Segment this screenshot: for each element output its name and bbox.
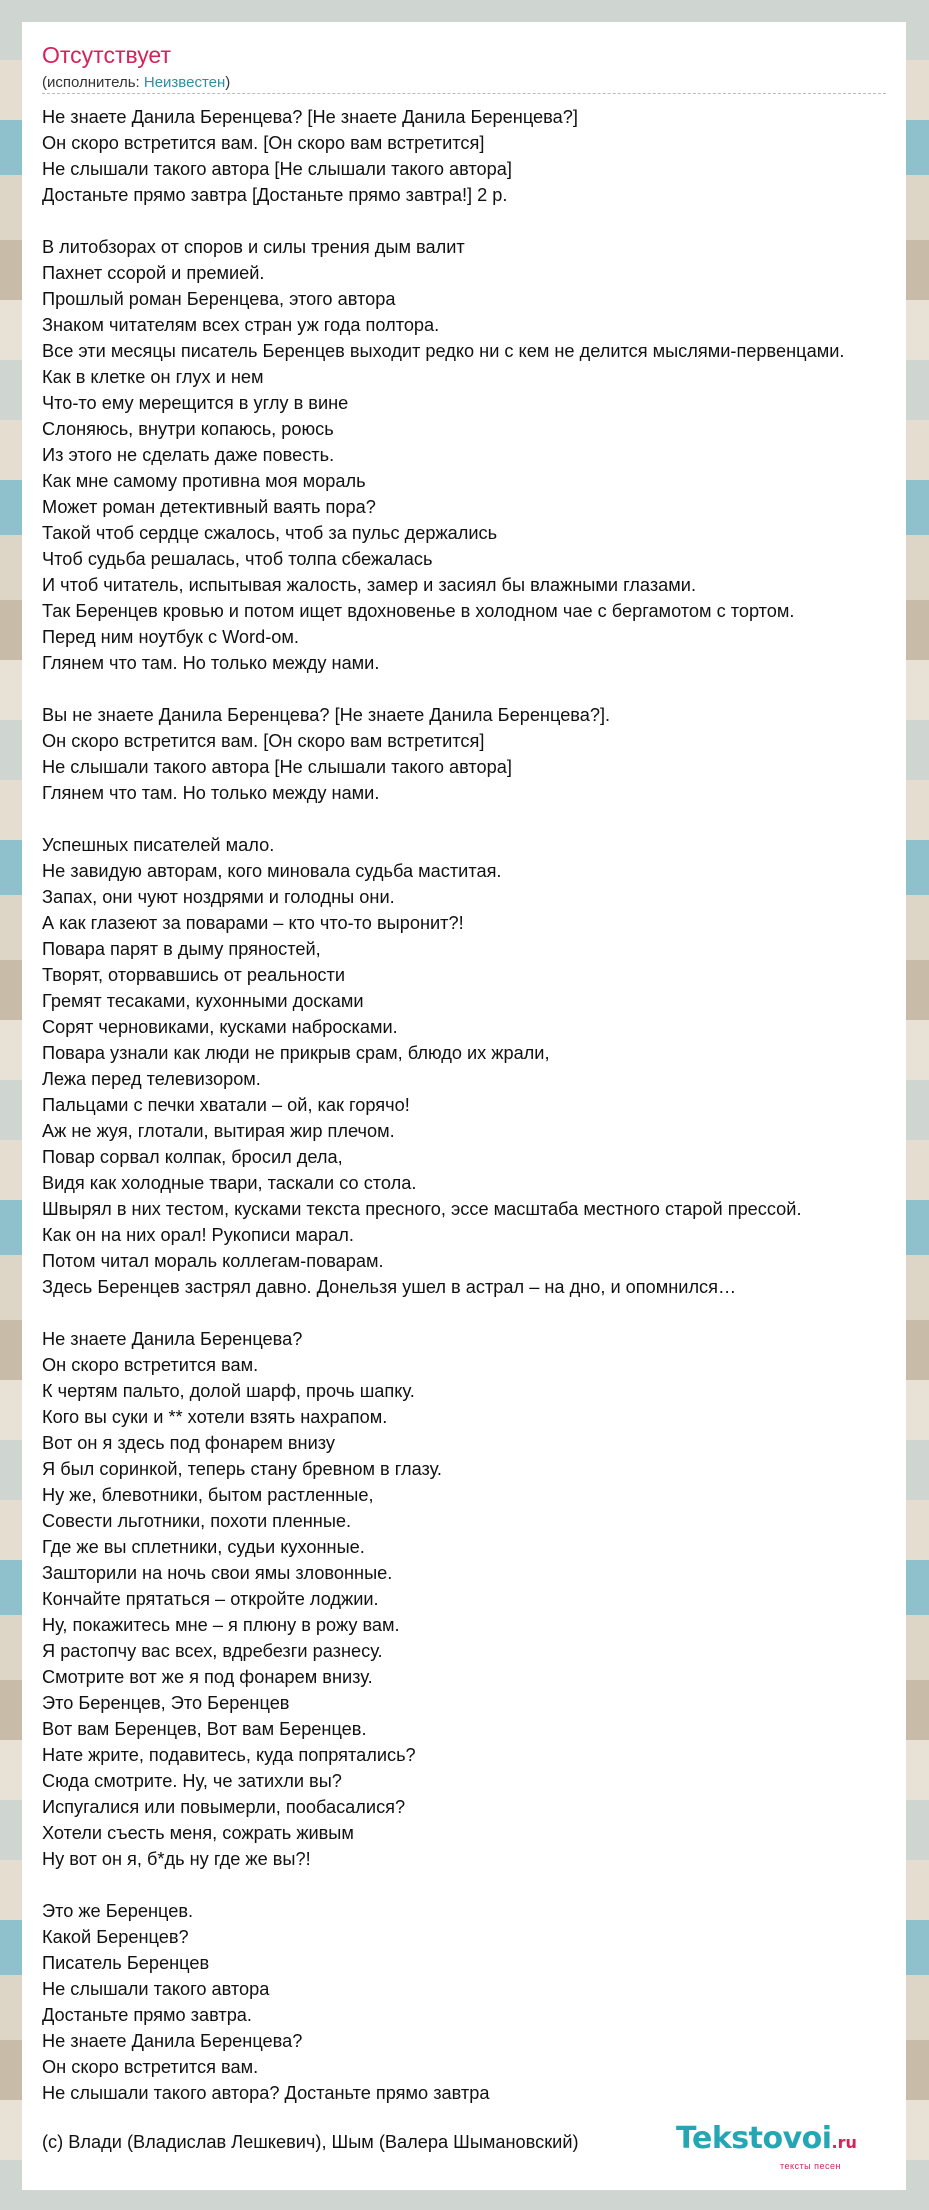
lyric-line: Не слышали такого автора: [42, 1979, 270, 1999]
lyric-line: Из этого не сделать даже повесть.: [42, 445, 335, 465]
lyric-line: Совести льготники, похоти пленные.: [42, 1511, 352, 1531]
lyric-line: Ну же, блевотники, бытом растленные,: [42, 1485, 374, 1505]
lyric-line: Я был соринкой, теперь стану бревном в глазу.: [42, 1459, 442, 1479]
lyric-line: Глянем что там. Но только между нами.: [42, 653, 380, 673]
lyric-line: Знаком читателям всех стран уж года полтора.: [42, 315, 440, 335]
lyric-line: Я растопчу вас всех, вдребезги разнесу.: [42, 1641, 383, 1661]
lyric-line: В литобзорах от споров и силы трения дым валит: [42, 237, 465, 257]
lyric-line: Не завидую авторам, кого миновала судьба маститая.: [42, 861, 502, 881]
stanza-gap: [42, 676, 926, 702]
lyric-line: Это же Беренцев.: [42, 1901, 194, 1921]
lyric-line: Где же вы сплетники, судьи кухонные.: [42, 1537, 365, 1557]
lyric-line: Пальцами с печки хватали – ой, как горячо!: [42, 1095, 410, 1115]
lyric-line: Не слышали такого автора [Не слышали такого автора]: [42, 757, 512, 777]
lyric-line: Испугалися или повымерли, пообасалися?: [42, 1797, 406, 1817]
lyric-line: Прошлый роман Беренцева, этого автора: [42, 289, 396, 309]
lyric-line: Видя как холодные твари, таскали со стола.: [42, 1173, 417, 1193]
stanza-gap: [42, 208, 926, 234]
lyrics-text: [42, 104, 926, 2106]
lyric-line: Лежа перед телевизором.: [42, 1069, 261, 1089]
lyric-line: Достаньте прямо завтра.: [42, 2005, 252, 2025]
logo-tagline: тексты песен: [780, 2161, 842, 2171]
lyrics-card: [22, 22, 906, 2190]
lyric-line: Может роман детективный ваять пора?: [42, 497, 376, 517]
lyric-line: Вот вам Беренцев, Вот вам Беренцев.: [42, 1719, 367, 1739]
performer-suffix: ): [225, 74, 231, 91]
lyric-line: Потом читал мораль коллегам-поварам.: [42, 1251, 384, 1271]
lyric-line: Чтоб судьба решалась, чтоб толпа сбежалась: [42, 549, 433, 569]
lyric-line: Запах, они чуют ноздрями и голодны они.: [42, 887, 395, 907]
lyric-line: Не слышали такого автора? Достаньте прямо завтра: [42, 2083, 490, 2103]
lyric-line: Ну вот он я, б*дь ну где же вы?!: [42, 1849, 311, 1869]
lyric-line: Как в клетке он глух и нем: [42, 367, 264, 387]
lyric-line: Повар сорвал колпак, бросил дела,: [42, 1147, 343, 1167]
lyric-line: Успешных писателей мало.: [42, 835, 275, 855]
lyric-line: Сюда смотрите. Ну, че затихли вы?: [42, 1771, 342, 1791]
lyric-line: А как глазеют за поварами – кто что-то выронит?!: [42, 913, 464, 933]
lyric-line: Достаньте прямо завтра [Достаньте прямо завтра!] 2 р.: [42, 185, 508, 205]
lyric-line: Хотели съесть меня, сожрать живым: [42, 1823, 354, 1843]
lyric-line: Творят, оторвавшись от реальности: [42, 965, 346, 985]
lyric-line: Не слышали такого автора [Не слышали такого автора]: [42, 159, 512, 179]
lyric-line: Он скоро встретится вам.: [42, 1355, 259, 1375]
lyric-line: Нате жрите, подавитесь, куда попрятались?: [42, 1745, 416, 1765]
lyric-line: Это Беренцев, Это Беренцев: [42, 1693, 290, 1713]
lyric-line: Писатель Беренцев: [42, 1953, 210, 1973]
lyric-line: Кого вы суки и ** хотели взять нахрапом.: [42, 1407, 388, 1427]
lyric-line: Зашторили на ночь свои ямы зловонные.: [42, 1563, 393, 1583]
lyric-line: Не знаете Данила Беренцева? [Не знаете Данила Беренцева?]: [42, 107, 578, 127]
lyric-line: Вот он я здесь под фонарем внизу: [42, 1433, 335, 1453]
lyric-line: Он скоро встретится вам.: [42, 2057, 259, 2077]
lyric-line: Здесь Беренцев застрял давно. Донельзя ушел в астрал – на дно, и опомнился…: [42, 1277, 737, 1297]
lyric-line: Аж не жуя, глотали, вытирая жир плечом.: [42, 1121, 395, 1141]
lyric-line: Повара узнали как люди не прикрыв срам, блюдо их жрали,: [42, 1043, 550, 1063]
lyric-line: Так Беренцев кровью и потом ищет вдохновенье в холодном чае с бергамотом с тортом.: [42, 601, 795, 621]
lyric-line: Он скоро встретится вам. [Он скоро вам встретится]: [42, 731, 485, 751]
lyric-line: Смотрите вот же я под фонарем внизу.: [42, 1667, 373, 1687]
lyric-line: Пахнет ссорой и премией.: [42, 263, 265, 283]
lyric-line: Повара парят в дыму пряностей,: [42, 939, 321, 959]
lyric-line: Глянем что там. Но только между нами.: [42, 783, 380, 803]
lyric-line: Как он на них орал! Рукописи марал.: [42, 1225, 354, 1245]
lyric-line: Такой чтоб сердце сжалось, чтоб за пульс держались: [42, 523, 498, 543]
lyric-line: Сорят черновиками, кусками набросками.: [42, 1017, 398, 1037]
site-logo[interactable]: [676, 2121, 857, 2156]
lyric-line: Швырял в них тестом, кусками текста пресного, эссе масштаба местного старой прессой.: [42, 1199, 802, 1219]
lyric-line: Вы не знаете Данила Беренцева? [Не знаете Данила Беренцева?].: [42, 705, 611, 725]
lyric-line: Все эти месяцы писатель Беренцев выходит редко ни с кем не делится мыслями-первенцами.: [42, 341, 845, 361]
stanza-gap: [42, 1872, 926, 1898]
performer-link[interactable]: Неизвестен: [143, 74, 226, 91]
lyric-line: И чтоб читатель, испытывая жалость, замер и засиял бы влажными глазами.: [42, 575, 697, 595]
title-divider: [42, 93, 886, 94]
song-title: Отсутствует: [42, 42, 171, 68]
lyric-line: Как мне самому противна моя мораль: [42, 471, 366, 491]
performer-line: [42, 74, 230, 91]
lyric-line: Он скоро встретится вам. [Он скоро вам встретится]: [42, 133, 485, 153]
logo-tld: .ru: [831, 2133, 857, 2152]
lyric-line: Слоняюсь, внутри копаюсь, роюсь: [42, 419, 334, 439]
lyric-line: Что-то ему мерещится в углу в вине: [42, 393, 349, 413]
lyric-line: Кончайте прятаться – откройте лоджии.: [42, 1589, 379, 1609]
performer-prefix: (исполнитель:: [42, 74, 144, 91]
lyric-line: Перед ним ноутбук с Word-ом.: [42, 627, 299, 647]
stanza-gap: [42, 806, 926, 832]
lyric-line: Гремят тесаками, кухонными досками: [42, 991, 364, 1011]
lyric-line: К чертям пальто, долой шарф, прочь шапку.: [42, 1381, 415, 1401]
logo-name: Tekstovoi: [676, 2121, 832, 2156]
lyric-line: Какой Беренцев?: [42, 1927, 189, 1947]
lyric-line: Не знаете Данила Беренцева?: [42, 2031, 303, 2051]
lyric-line: Не знаете Данила Беренцева?: [42, 1329, 303, 1349]
stanza-gap: [42, 1300, 926, 1326]
song-credits: (c) Влади (Владислав Лешкевич), Шым (Валера Шымановский): [42, 2132, 579, 2152]
lyric-line: Ну, покажитесь мне – я плюну в рожу вам.: [42, 1615, 400, 1635]
